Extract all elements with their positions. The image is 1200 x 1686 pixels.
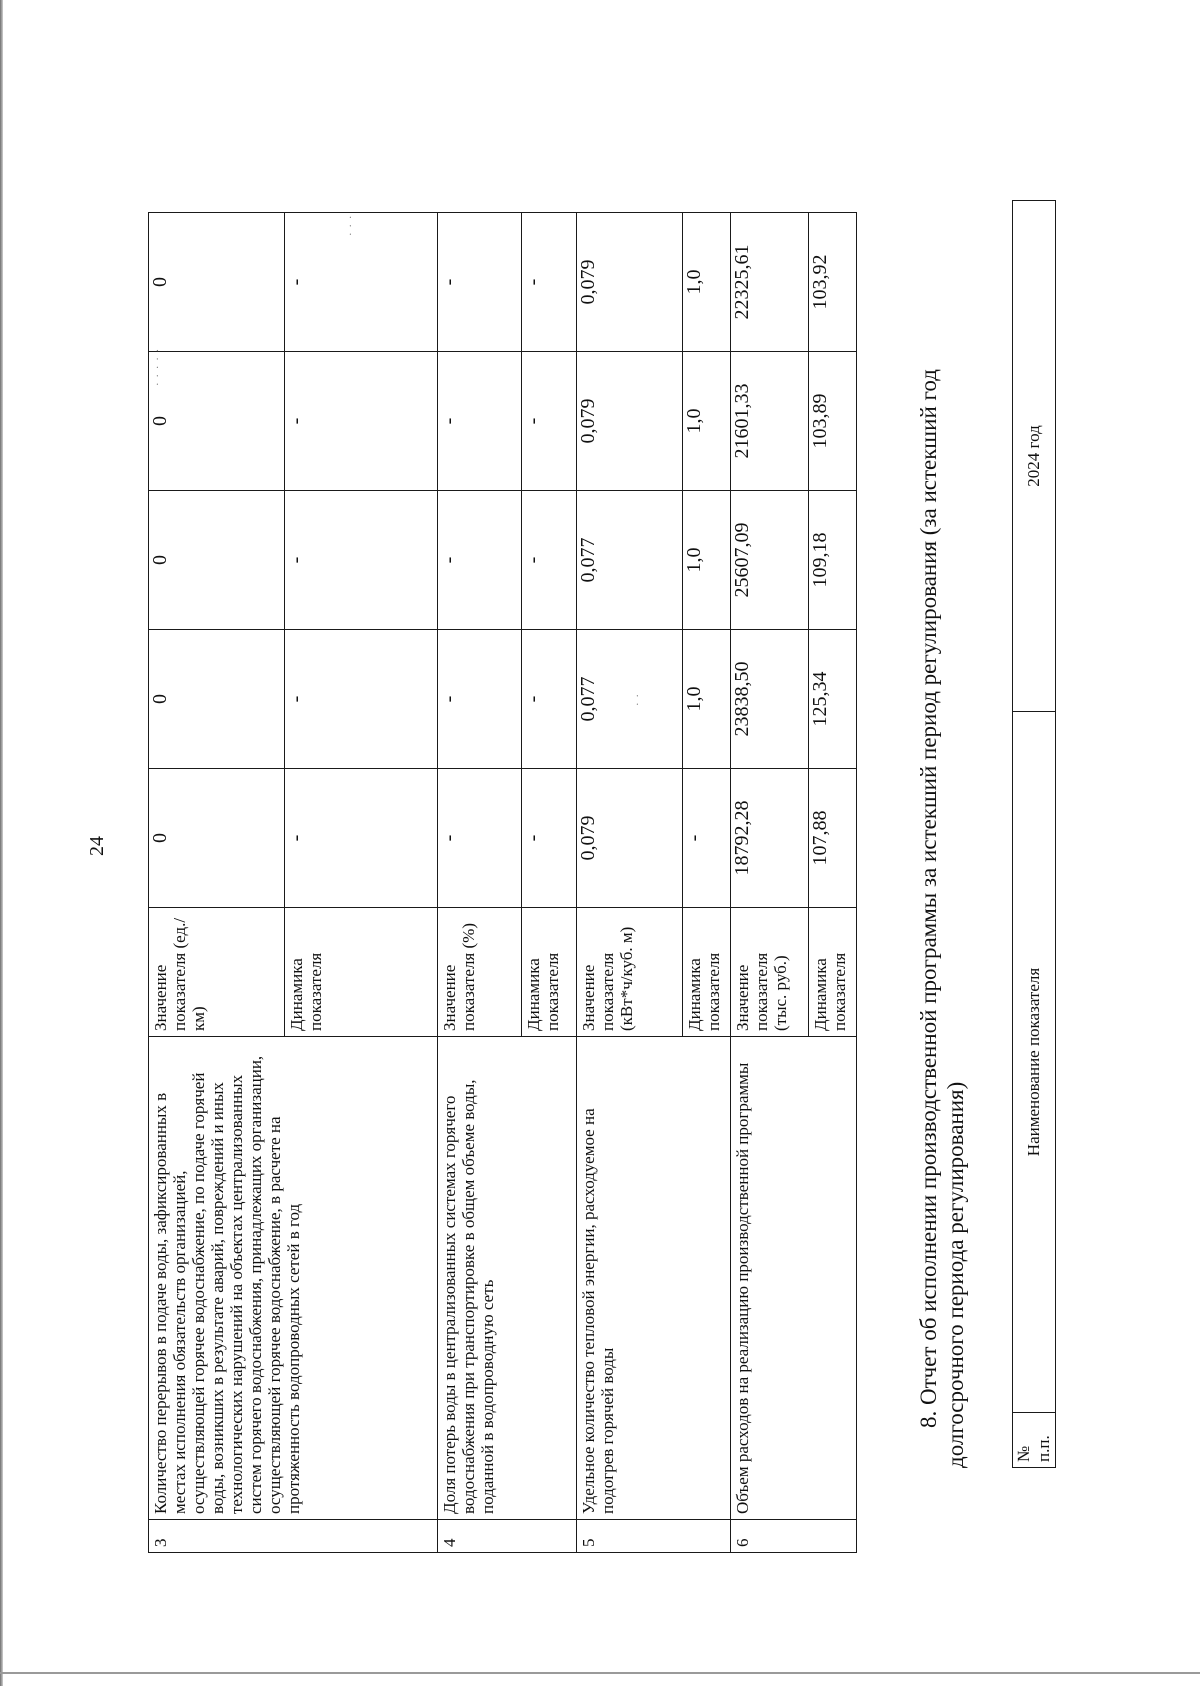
indicator-value: - xyxy=(438,630,522,769)
indicator-label: Значение показателя (тыс. руб.) xyxy=(731,908,809,1037)
indicator-value: 18792,28 xyxy=(731,769,809,908)
indicator-value: 107,88 xyxy=(809,769,857,908)
indicator-value: - xyxy=(438,491,522,630)
indicator-value: 109,18 xyxy=(809,491,857,630)
indicator-value: 125,34 xyxy=(809,630,857,769)
scan-noise: · · · · · xyxy=(152,347,164,386)
indicator-value: - xyxy=(285,352,438,491)
indicator-value: 23838,50 xyxy=(731,630,809,769)
execution-report-table xyxy=(1012,200,1056,1468)
indicator-value: - xyxy=(522,352,577,491)
indicator-value: - xyxy=(438,213,522,352)
column-header-number: № п.п. xyxy=(1013,1413,1056,1468)
table-header-row xyxy=(1013,201,1056,1468)
indicator-value: - xyxy=(285,491,438,630)
indicator-value: 0 xyxy=(149,491,285,630)
row-number: 6 xyxy=(731,1520,857,1553)
indicator-value: 0 xyxy=(149,630,285,769)
indicator-value: 21601,33 xyxy=(731,352,809,491)
indicator-value: 22325,61 xyxy=(731,213,809,352)
row-number: 5 xyxy=(577,1520,731,1553)
scan-noise: · · xyxy=(632,692,644,706)
section-8-heading-line1: 8. Отчет об исполнении производственной программы за истекший период регулирования (за истекший год xyxy=(916,369,941,1428)
indicator-value: 0,077 xyxy=(577,491,683,630)
indicator-value: - xyxy=(522,213,577,352)
indicator-description: Количество перерывов в подаче воды, зафиксированных в местах исполнения обязательств организацией, осуществляющей горячее водоснабжение, по подаче горячей воды, возникших в результате аварий, повреждений и иных технологических нарушений на объектах централизованных систем горячего водоснабжения, принадлежащих организации, осуществляющей горячее водоснабжение, в расчете на протяженность водопроводных сетей в год xyxy=(149,1037,438,1520)
indicators-table xyxy=(148,212,857,1553)
table-row xyxy=(438,213,522,1553)
indicator-value: 1,0 xyxy=(683,352,731,491)
indicator-value: - xyxy=(285,769,438,908)
indicator-label: Динамика показателя xyxy=(285,908,438,1037)
indicator-value: - xyxy=(522,769,577,908)
indicator-label: Динамика показателя xyxy=(522,908,577,1037)
row-number: 3 xyxy=(149,1520,438,1553)
indicator-value: 0,079 xyxy=(577,769,683,908)
section-8-heading-line2: долгосрочного периода регулирования) xyxy=(943,1081,968,1468)
table-row xyxy=(577,213,683,1553)
indicator-value: 1,0 xyxy=(683,213,731,352)
indicator-description: Объем расходов на реализацию производственной программы xyxy=(731,1037,857,1520)
indicator-value: - xyxy=(285,630,438,769)
indicator-value: - xyxy=(522,491,577,630)
indicator-value: 0,077 xyxy=(577,630,683,769)
indicator-label: Значение показателя (%) xyxy=(438,908,522,1037)
column-header-year: 2024 год xyxy=(1013,201,1056,712)
indicator-label: Значение показателя (ед./км) xyxy=(149,908,285,1037)
indicator-value: 1,0 xyxy=(683,630,731,769)
indicator-value: 25607,09 xyxy=(731,491,809,630)
indicator-label: Значение показателя (кВт*ч/куб. м) xyxy=(577,908,683,1037)
indicator-label: Динамика показателя xyxy=(683,908,731,1037)
page-number: 24 xyxy=(86,836,108,856)
indicator-value: 1,0 xyxy=(683,491,731,630)
table-row xyxy=(149,213,285,1553)
indicator-value: - xyxy=(285,213,438,352)
row-number: 4 xyxy=(438,1520,577,1553)
indicator-value: 0 xyxy=(149,352,285,491)
column-header-indicator-name: Наименование показателя xyxy=(1013,712,1056,1413)
indicator-description: Удельное количество тепловой энергии, расходуемое на подогрев горячей воды xyxy=(577,1037,731,1520)
indicator-value: - xyxy=(683,769,731,908)
indicator-label: Динамика показателя xyxy=(809,908,857,1037)
indicator-value: - xyxy=(522,630,577,769)
indicator-value: - xyxy=(438,352,522,491)
indicator-value: 0,079 xyxy=(577,352,683,491)
indicator-value: 103,92 xyxy=(809,213,857,352)
table-row xyxy=(731,213,809,1553)
indicator-value: 0 xyxy=(149,769,285,908)
indicator-value: 0 xyxy=(149,213,285,352)
indicator-value: - xyxy=(438,769,522,908)
section-8-heading xyxy=(915,218,969,1468)
indicator-description: Доля потерь воды в централизованных системах горячего водоснабжения при транспортировке в общем объеме воды, поданной в водопроводную сеть xyxy=(438,1037,577,1520)
indicator-value: 0,079 xyxy=(577,213,683,352)
scan-noise: · · · xyxy=(345,214,357,236)
indicator-value: 103,89 xyxy=(809,352,857,491)
